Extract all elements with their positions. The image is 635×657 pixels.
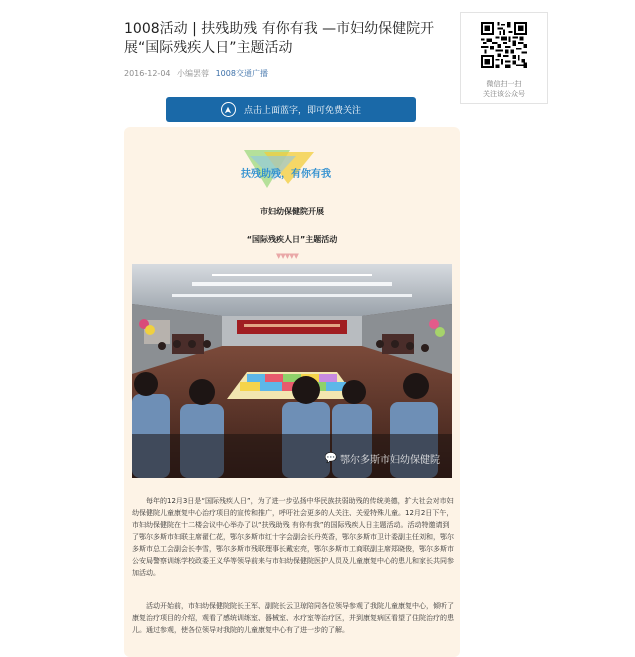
article-body xyxy=(124,127,460,657)
section-heading: 市妇幼保健院开展 xyxy=(260,207,324,216)
decorative-triangles: ▼▼▼▼▼ xyxy=(276,252,298,260)
account-link[interactable]: 1008交通广播 xyxy=(215,69,268,78)
article-title: 1008活动 | 扶残助残 有你有我 —市妇幼保健院开展“国际残疾人日”主题活动 xyxy=(124,21,435,56)
article-paragraph-1: 每年的12月3日是“国际残疾人日”，为了进一步弘扬中华民族扶弱助残的传统美德，扩大社会对市妇幼保健院儿童康复中心治疗项目的宣传和推广，呼吁社会更多的人关注、关爱特殊儿童。12月2日下午，市妇幼保健院在十二楼会议中心举办了以“扶残助残 有你有我”的国际残疾人日主题活动。活动特邀请到了鄂尔多斯市妇联主席翟仁花，鄂尔多斯市红十字会副会长丹英香，鄂尔多斯市卫计委副主任刘和，鄂尔多斯市总工会副会长李雪，鄂尔多斯市残联理事长戴宏亮，鄂尔多斯市工商联副主席郑晓俊，鄂尔多斯市公安局警察训练学校政委王义华等领导前来与市妇幼保健院医护人员及儿童康复中心的患儿和家长共同参加活动。 xyxy=(132,497,454,577)
article-paragraph-2: 活动开始前，市妇幼保健院院长王军、副院长云卫琼陪同各位领导参观了我院儿童康复中心，倾听了康复治疗项目的介绍，观看了感统训练室、器械室、水疗室等治疗区，并到康复病区看望了住院治疗的患儿。通过参观，使各位领导对我院的儿童康复中心有了进一步的了解。 xyxy=(132,602,454,634)
banner-graphic xyxy=(224,150,344,190)
wechat-icon: 💬 xyxy=(324,453,337,464)
article-meta xyxy=(124,68,268,79)
author-name: 小编罢蓉 xyxy=(177,69,210,78)
arrow-up-icon xyxy=(221,102,236,117)
qr-code-icon xyxy=(481,22,527,68)
section-subheading: “国际残疾人日”主题活动 xyxy=(246,235,338,244)
qr-caption-line1: 微信扫一扫 xyxy=(486,80,522,88)
photo-watermark xyxy=(325,451,440,466)
event-photo xyxy=(132,264,452,478)
follow-button[interactable] xyxy=(166,97,416,122)
qr-caption xyxy=(461,79,547,99)
follow-button-label: 点击上面蓝字，即可免费关注 xyxy=(243,106,361,116)
conference-hall-image xyxy=(132,264,452,478)
qr-code-panel xyxy=(460,12,548,104)
qr-caption-line2: 关注该公众号 xyxy=(483,90,525,98)
publish-date: 2016-12-04 xyxy=(124,69,171,78)
banner-text: 扶残助残，有你有我 xyxy=(241,169,331,180)
photo-watermark-text: 鄂尔多斯市妇幼保健院 xyxy=(340,455,440,466)
